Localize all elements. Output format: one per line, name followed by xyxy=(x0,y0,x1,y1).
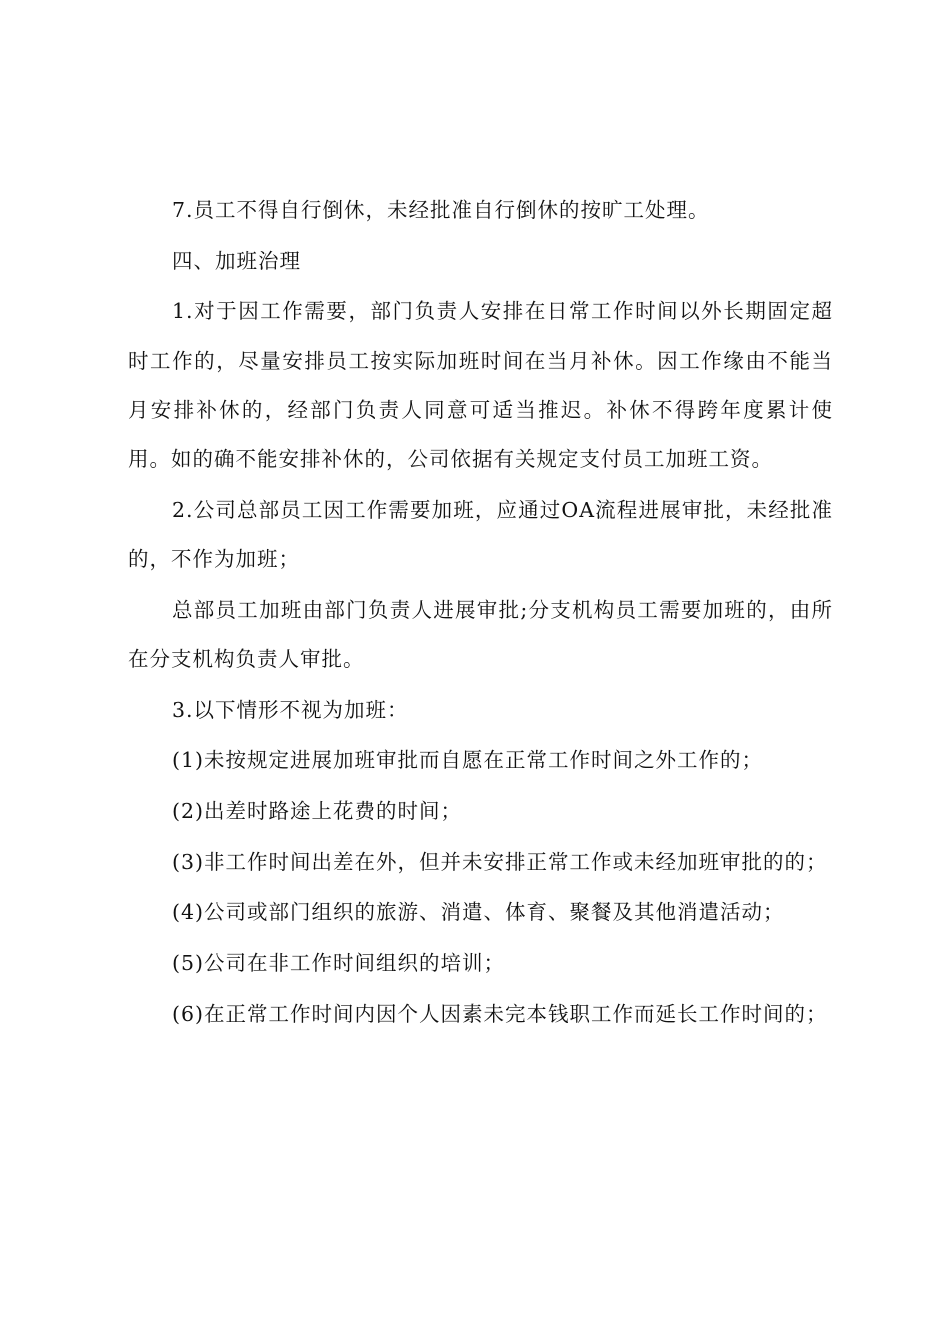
paragraph-item-3: 3.以下情形不视为加班： xyxy=(172,697,409,722)
document-body xyxy=(128,186,833,1040)
paragraph-approval: 总部员工加班由部门负责人进展审批;分支机构员工需要加班的，由所在分支机构负责人审批。 xyxy=(128,597,833,671)
list-item-6: (6)在正常工作时间内因个人因素未完本钱职工作而延长工作时间的； xyxy=(172,1001,828,1026)
paragraph-item-7: 7.员工不得自行倒休，未经批准自行倒休的按旷工处理。 xyxy=(172,198,710,222)
list-item-4: (4)公司或部门组织的旅游、消遣、体育、聚餐及其他消遣活动； xyxy=(172,900,785,925)
list-item-2: (2)出差时路途上花费的时间； xyxy=(172,798,463,823)
list-item-5: (5)公司在非工作时间组织的培训； xyxy=(172,951,506,976)
section-heading-overtime: 四、加班治理 xyxy=(172,248,301,273)
list-item-1: (1)未按规定进展加班审批而自愿在正常工作时间之外工作的； xyxy=(172,748,764,773)
paragraph-item-2: 2.公司总部员工因工作需要加班，应通过OA流程进展审批，未经批准的，不作为加班； xyxy=(128,497,833,571)
paragraph-item-1: 1.对于因工作需要，部门负责人安排在日常工作时间以外长期固定超时工作的，尽量安排员工按实际加班时间在当月补休。因工作缘由不能当月安排补休的，经部门负责人同意可适当推迟。补休不得跨年度累计使用。如的确不能安排补休的，公司依据有关规定支付员工加班工资。 xyxy=(128,299,833,472)
list-item-3: (3)非工作时间出差在外，但并未安排正常工作或未经加班审批的的； xyxy=(172,849,828,874)
